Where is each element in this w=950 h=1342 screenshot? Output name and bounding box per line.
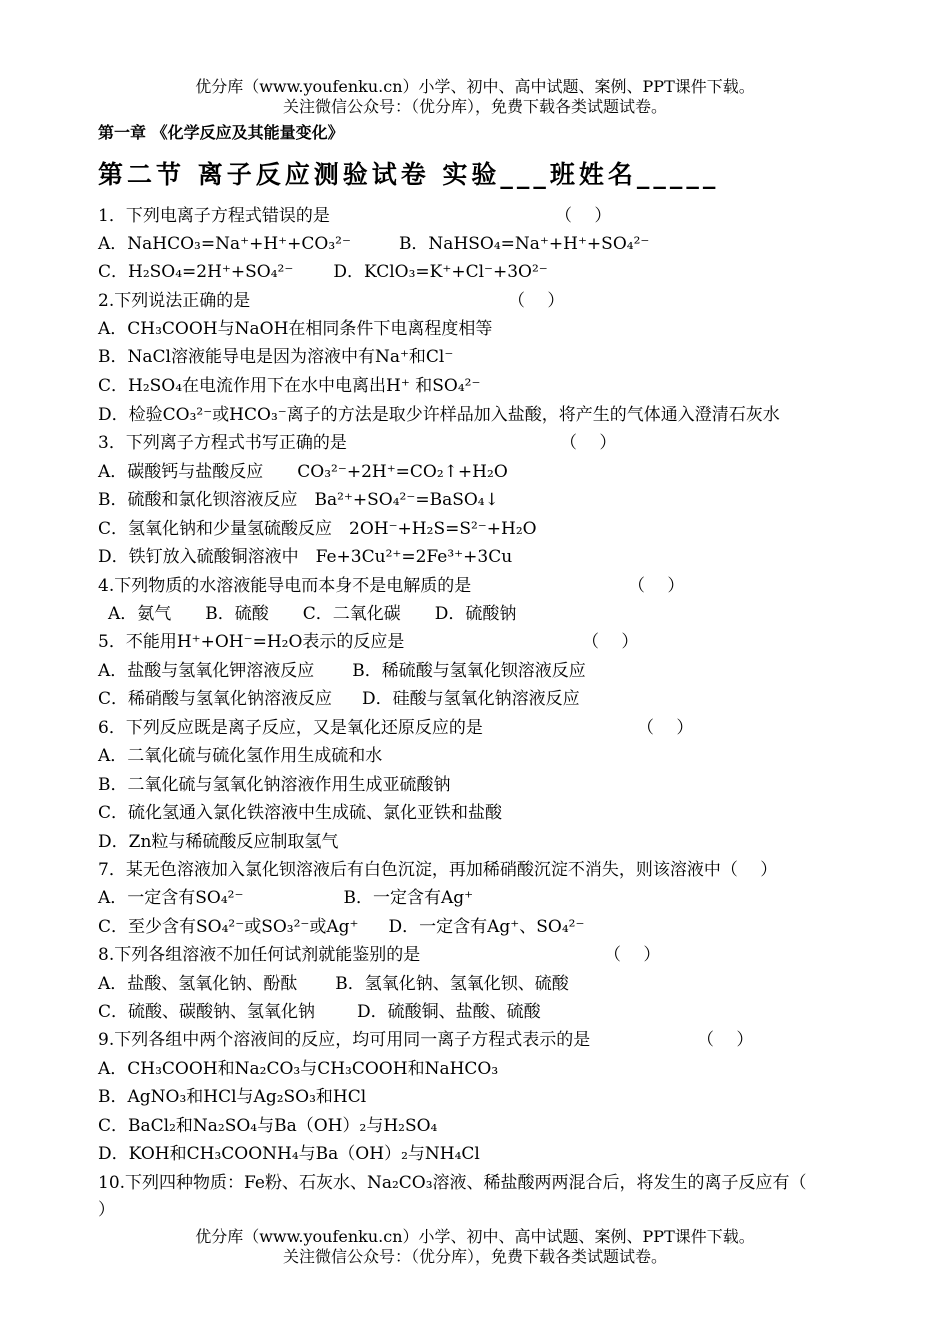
option-d: D．一定含有Ag⁺、SO₄²⁻ bbox=[388, 917, 585, 937]
answer-paren: （ ） bbox=[560, 433, 617, 453]
question-5-options-ab bbox=[98, 660, 586, 682]
option-b: B．氢氧化钠、氢氧化钡、硫酸 bbox=[335, 974, 569, 994]
answer-paren: （ ） bbox=[555, 206, 612, 226]
option-d: D．硅酸与氢氧化钠溶液反应 bbox=[362, 689, 580, 709]
header-line-2: 关注微信公众号：（优分库），免费下载各类试题试卷。 bbox=[282, 97, 667, 116]
option-a: A．二氧化硫与硫化氢作用生成硫和水 bbox=[98, 746, 383, 766]
question-6-stem: 6．下列反应既是离子反应，又是氧化还原反应的是 bbox=[98, 718, 483, 738]
question-1-stem: 1．下列电离子方程式错误的是 bbox=[98, 206, 330, 226]
question-5-stem: 5．不能用H⁺+OH⁻=H₂O表示的反应是 bbox=[98, 632, 405, 652]
option-c: C．硫化氢通入氯化铁溶液中生成硫、氯化亚铁和盐酸 bbox=[98, 803, 503, 823]
option-c: C．H₂SO₄=2H⁺+SO₄²⁻ bbox=[98, 262, 294, 282]
question-4-options: A．氨气 B．硫酸 C．二氧化碳 D．硫酸钠 bbox=[108, 604, 517, 624]
option-d: D．铁钉放入硫酸铜溶液中 Fe+3Cu²⁺=2Fe³⁺+3Cu bbox=[98, 547, 513, 567]
chapter-title: 第一章 《化学反应及其能量变化》 bbox=[98, 123, 344, 142]
option-d: D．检验CO₃²⁻或HCO₃⁻离子的方法是取少许样品加入盐酸，将产生的气体通入澄清石灰水 bbox=[98, 405, 780, 425]
answer-paren: （ ） bbox=[582, 632, 639, 652]
page-title: 第二节 离子反应测验试卷 实验___班姓名_____ bbox=[98, 160, 720, 189]
option-a: A．盐酸与氢氧化钾溶液反应 bbox=[98, 661, 315, 681]
option-c: C．BaCl₂和Na₂SO₄与Ba（OH）₂与H₂SO₄ bbox=[98, 1116, 438, 1136]
option-c: C．至少含有SO₄²⁻或SO₃²⁻或Ag⁺ bbox=[98, 917, 359, 937]
option-d: D．KOH和CH₃COONH₄与Ba（OH）₂与NH₄Cl bbox=[98, 1144, 480, 1164]
answer-paren: （ ） bbox=[628, 576, 685, 596]
option-d: D．硫酸铜、盐酸、硫酸 bbox=[357, 1002, 541, 1022]
question-8-options-cd bbox=[98, 1001, 541, 1023]
question-7-stem: 7．某无色溶液加入氯化钡溶液后有白色沉淀，再加稀硝酸沉淀不消失，则该溶液中（ ） bbox=[98, 860, 778, 880]
option-a: A．CH₃COOH与NaOH在相同条件下电离程度相等 bbox=[98, 319, 493, 339]
option-b: B．硫酸和氯化钡溶液反应 Ba²⁺+SO₄²⁻=BaSO₄↓ bbox=[98, 490, 499, 510]
option-b: B．一定含有Ag⁺ bbox=[343, 888, 474, 908]
option-a: A．CH₃COOH和Na₂CO₃与CH₃COOH和NaHCO₃ bbox=[98, 1059, 499, 1079]
answer-paren: （ ） bbox=[604, 945, 661, 965]
option-b: B．AgNO₃和HCl与Ag₂SO₃和HCl bbox=[98, 1087, 367, 1107]
question-5-options-cd bbox=[98, 688, 580, 710]
question-7-options-ab bbox=[98, 887, 473, 909]
question-10-stem-continued: ） bbox=[98, 1200, 115, 1220]
option-c: C．硫酸、碳酸钠、氢氧化钠 bbox=[98, 1002, 316, 1022]
question-2-stem: 2.下列说法正确的是 bbox=[98, 291, 251, 311]
option-d: D．Zn粒与稀硫酸反应制取氢气 bbox=[98, 832, 339, 852]
question-3-stem: 3．下列离子方程式书写正确的是 bbox=[98, 433, 347, 453]
option-a: A．一定含有SO₄²⁻ bbox=[98, 888, 244, 908]
question-7-options-cd bbox=[98, 916, 584, 938]
question-9-stem: 9.下列各组中两个溶液间的反应，均可用同一离子方程式表示的是 bbox=[98, 1030, 591, 1050]
question-8-stem: 8.下列各组溶液不加任何试剂就能鉴别的是 bbox=[98, 945, 421, 965]
option-a: A．碳酸钙与盐酸反应 CO₃²⁻+2H⁺=CO₂↑+H₂O bbox=[98, 462, 508, 482]
question-8-options-ab bbox=[98, 973, 569, 995]
question-1-options-cd bbox=[98, 261, 548, 283]
option-b: B．NaCl溶液能导电是因为溶液中有Na⁺和Cl⁻ bbox=[98, 347, 454, 367]
option-c: C．氢氧化钠和少量氢硫酸反应 2OH⁻+H₂S=S²⁻+H₂O bbox=[98, 519, 537, 539]
option-c: C．H₂SO₄在电流作用下在水中电离出H⁺ 和SO₄²⁻ bbox=[98, 376, 481, 396]
option-b: B．二氧化硫与氢氧化钠溶液作用生成亚硫酸钠 bbox=[98, 775, 451, 795]
answer-paren: （ ） bbox=[697, 1030, 754, 1050]
question-10-stem: 10.下列四种物质：Fe粉、石灰水、Na₂CO₃溶液、稀盐酸两两混合后，将发生的离子反应有（ bbox=[98, 1173, 807, 1193]
question-1-options-ab bbox=[98, 233, 649, 255]
option-a: A．盐酸、氢氧化钠、酚酞 bbox=[98, 974, 298, 994]
option-d: D．KClO₃=K⁺+Cl⁻+3O²⁻ bbox=[333, 262, 548, 282]
header-line-1: 优分库（www.youfenku.cn）小学、初中、高中试题、案例、PPT课件下载。 bbox=[195, 77, 755, 96]
answer-paren: （ ） bbox=[508, 291, 565, 311]
option-a: A．NaHCO₃=Na⁺+H⁺+CO₃²⁻ bbox=[98, 234, 351, 254]
question-4-stem: 4.下列物质的水溶液能导电而本身不是电解质的是 bbox=[98, 576, 472, 596]
option-b: B．稀硫酸与氢氧化钡溶液反应 bbox=[352, 661, 586, 681]
option-b: B．NaHSO₄=Na⁺+H⁺+SO₄²⁻ bbox=[398, 234, 650, 254]
option-c: C．稀硝酸与氢氧化钠溶液反应 bbox=[98, 689, 333, 709]
answer-paren: （ ） bbox=[637, 718, 694, 738]
footer-line-1: 优分库（www.youfenku.cn）小学、初中、高中试题、案例、PPT课件下载。 bbox=[195, 1227, 755, 1246]
footer-line-2: 关注微信公众号：（优分库），免费下载各类试题试卷。 bbox=[282, 1247, 667, 1266]
